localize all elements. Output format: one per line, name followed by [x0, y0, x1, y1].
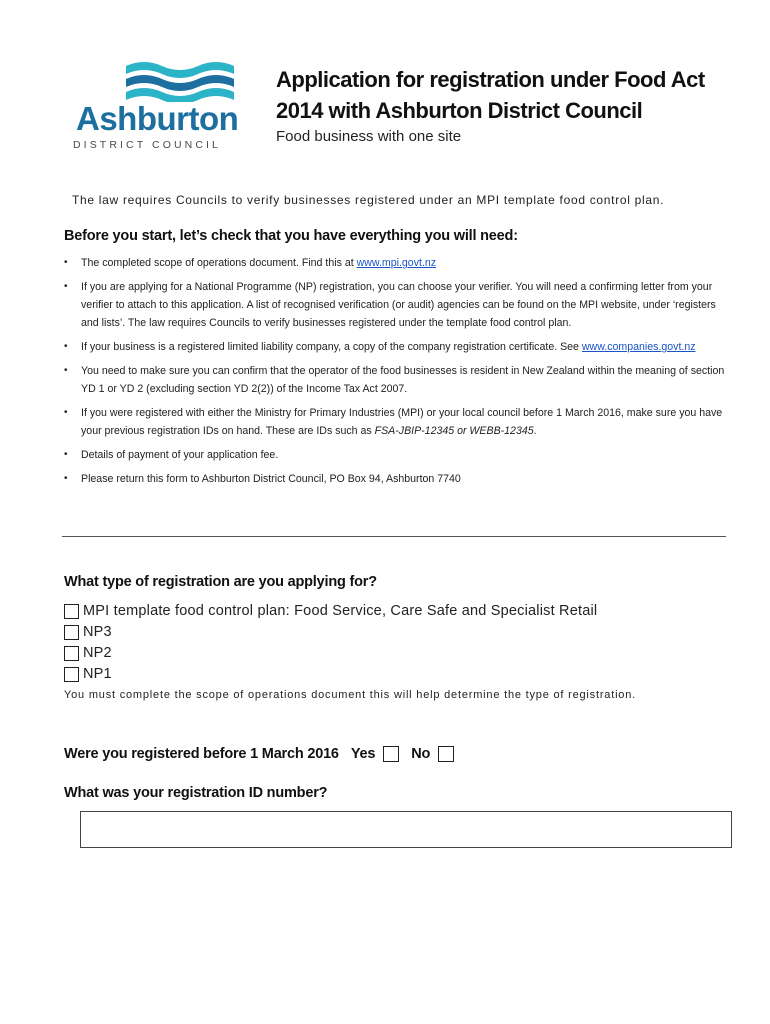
checkbox-np3[interactable] [64, 625, 79, 640]
previous-registration-row [64, 744, 454, 764]
checklist [64, 254, 726, 494]
list-item: • Details of payment of your application fee. [64, 446, 726, 464]
checkbox-np1[interactable] [64, 667, 79, 682]
yes-checkbox[interactable] [383, 746, 399, 762]
list-item: • If your business is a registered limited liability company, a copy of the company registration certificate. See www.companies.govt.nz [64, 338, 726, 356]
page-title: Application for registration under Food Act 2014 with Ashburton District Council [276, 67, 705, 123]
companies-link[interactable]: www.companies.govt.nz [581, 341, 696, 353]
no-label: No [411, 746, 431, 762]
previous-registration-question: Were you registered before 1 March 2016 [64, 746, 339, 762]
registration-type-heading: What type of registration are you applying for? [64, 574, 377, 590]
mpi-link[interactable]: www.mpi.govt.nz [356, 257, 437, 269]
registration-id-input[interactable] [80, 811, 732, 848]
list-item: • The completed scope of operations document. Find this at www.mpi.govt.nz [64, 254, 726, 272]
checkbox-np2[interactable] [64, 646, 79, 661]
page-subtitle: Food business with one site [276, 128, 462, 145]
registration-id-heading: What was your registration ID number? [64, 785, 328, 801]
list-item: • You need to make sure you can confirm that the operator of the food businesses is resident in New Zealand within the meaning of section YD 1 or YD 2 (excluding section YD 2(2)) of the Income Tax Act 2007. [64, 362, 726, 398]
logo-wordmark: Ashburton [76, 100, 239, 137]
list-item: • If you were registered with either the Ministry for Primary Industries (MPI) or your local council before 1 March 2016, make sure you have your previous registration IDs on hand. These are IDs such as FSA-JBIP-12345 or WEBB-12345. [64, 404, 726, 440]
option-np3[interactable] [64, 623, 112, 641]
ashburton-logo [70, 58, 240, 151]
list-item: • Please return this form to Ashburton District Council, PO Box 94, Ashburton 7740 [64, 470, 726, 488]
option-label: MPI template food control plan: Food Service, Care Safe and Specialist Retail [83, 603, 598, 619]
option-np2[interactable] [64, 644, 112, 662]
checkbox-mpi-template[interactable] [64, 604, 79, 619]
section-divider [62, 536, 726, 537]
option-mpi-template[interactable] [64, 602, 597, 620]
option-np1[interactable] [64, 665, 112, 683]
scope-note: You must complete the scope of operations document this will help determine the type of registration. [64, 689, 637, 701]
list-item: • If you are applying for a National Programme (NP) registration, you can choose your verifier. You will need a confirming letter from your verifier to attach to this application. A list of recognised verification (or audit) agencies can be found on the MPI website, under ‘registers and lists’. The law requires Councils to verify businesses registered under the template food control plan. [64, 278, 726, 332]
no-checkbox[interactable] [438, 746, 454, 762]
checklist-heading: Before you start, let’s check that you have everything you will need: [64, 228, 518, 244]
logo-subtitle: DISTRICT COUNCIL [73, 139, 221, 151]
option-label: NP3 [83, 624, 112, 640]
law-statement: The law requires Councils to verify businesses registered under an MPI template food control plan. [72, 193, 665, 207]
option-label: NP2 [83, 645, 112, 661]
yes-label: Yes [350, 746, 376, 762]
option-label: NP1 [83, 666, 112, 682]
waves-logo-icon [124, 60, 234, 102]
